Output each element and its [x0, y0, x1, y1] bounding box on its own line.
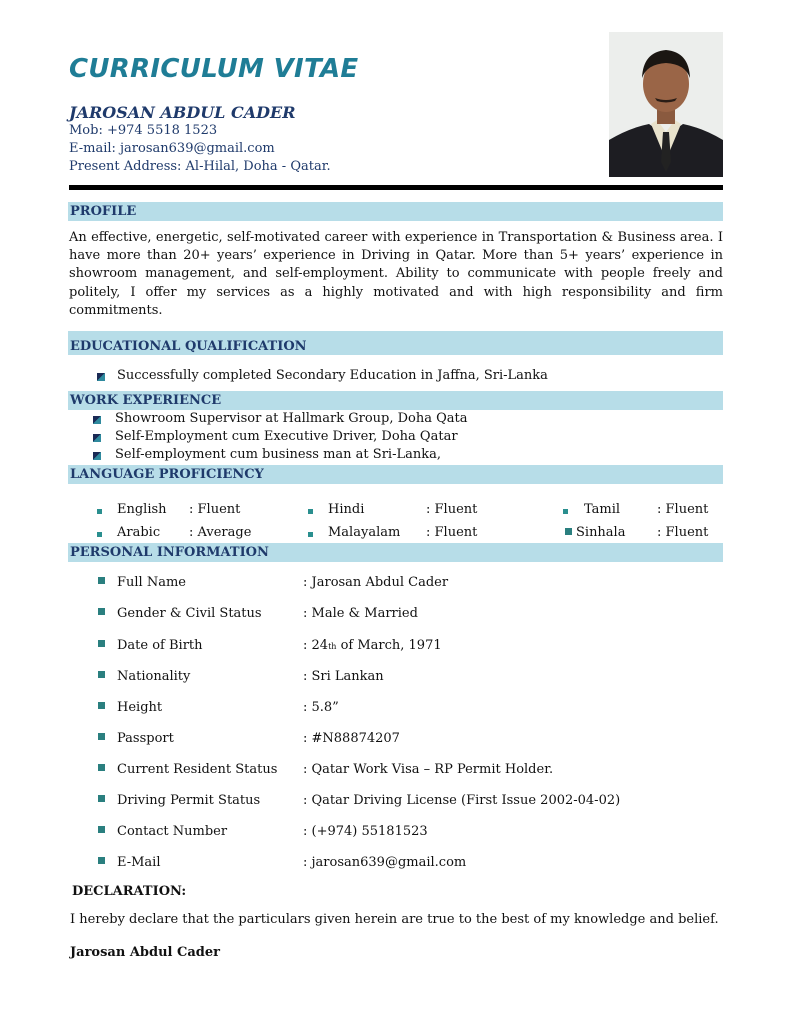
bullet-icon	[308, 509, 313, 514]
bullet-icon	[563, 509, 568, 514]
language-level: : Fluent	[426, 502, 478, 517]
dob-suffix: th	[328, 642, 337, 651]
language-heading: LANGUAGE PROFICIENCY	[68, 465, 723, 484]
bullet-icon	[98, 640, 105, 647]
bullet-icon	[308, 532, 313, 537]
bullet-icon	[98, 764, 105, 771]
bullet-icon	[98, 577, 105, 584]
cv-title: CURRICULUM VITAE	[69, 54, 359, 84]
bullet-icon	[98, 795, 105, 802]
email-address: E-mail: jarosan639@gmail.com	[69, 141, 275, 156]
personal-value: : Jarosan Abdul Cader	[303, 575, 449, 590]
personal-label: Gender & Civil Status	[117, 606, 262, 621]
personal-value: : (+974) 55181523	[303, 824, 428, 839]
profile-heading: PROFILE	[68, 202, 723, 221]
bullet-icon	[98, 671, 105, 678]
personal-label: Height	[117, 700, 163, 715]
bullet-icon	[93, 434, 101, 442]
declaration-text: I hereby declare that the particulars given herein are true to the best of my knowledge and belief.	[70, 912, 719, 927]
work-heading: WORK EXPERIENCE	[68, 391, 723, 410]
signature-name: Jarosan Abdul Cader	[70, 945, 220, 960]
language-name: Arabic	[117, 525, 161, 540]
language-level: : Fluent	[426, 525, 478, 540]
personal-label: Nationality	[117, 669, 191, 684]
dob-day: : 24	[303, 638, 329, 653]
bullet-icon	[97, 373, 105, 381]
language-name: Sinhala	[576, 525, 626, 540]
personal-value: : #N88874207	[303, 731, 400, 746]
bullet-icon	[98, 857, 105, 864]
language-name: Malayalam	[328, 525, 401, 540]
language-level: : Fluent	[657, 525, 709, 540]
language-level: : Fluent	[189, 502, 241, 517]
language-name: English	[117, 502, 167, 517]
personal-value: : Qatar Work Visa – RP Permit Holder.	[303, 762, 554, 777]
bullet-icon	[98, 733, 105, 740]
personal-value: : jarosan639@gmail.com	[303, 855, 467, 870]
personal-value: : Male & Married	[303, 606, 418, 621]
personal-label: Passport	[117, 731, 174, 746]
work-item: Showroom Supervisor at Hallmark Group, Doha Qata	[115, 411, 468, 426]
personal-value: : 5.8”	[303, 700, 339, 715]
header-divider	[69, 185, 723, 190]
bullet-icon	[93, 416, 101, 424]
bullet-icon	[93, 452, 101, 460]
personal-label: Current Resident Status	[117, 762, 278, 777]
language-level: : Fluent	[657, 502, 709, 517]
personal-label: Full Name	[117, 575, 186, 590]
profile-text: An effective, energetic, self-motivated career with experience in Transportation & Business area. I have more than 20+ years’ experience in Driving in Qatar. More than 5+ years’ experience in showroom management, and self-employment. Ability to communicate with people freely and politely, I offer my services as a highly motivated and with high responsibility and firm commitments.	[69, 230, 723, 318]
profile-photo	[609, 32, 723, 177]
personal-label: E-Mail	[117, 855, 161, 870]
present-address: Present Address: Al-Hilal, Doha - Qatar.	[69, 159, 331, 174]
bullet-icon	[565, 528, 572, 535]
personal-label: Contact Number	[117, 824, 228, 839]
language-name: Hindi	[328, 502, 365, 517]
education-heading: EDUCATIONAL QUALIFICATION	[68, 331, 723, 355]
language-name: Tamil	[584, 502, 621, 517]
personal-label: Driving Permit Status	[117, 793, 261, 808]
education-item: Successfully completed Secondary Education in Jaffna, Sri-Lanka	[117, 368, 548, 383]
language-level: : Average	[189, 525, 252, 540]
personal-value: : Sri Lankan	[303, 669, 384, 684]
mobile-number: Mob: +974 5518 1523	[69, 123, 218, 138]
declaration-heading: DECLARATION:	[72, 884, 187, 899]
bullet-icon	[97, 509, 102, 514]
personal-heading: PERSONAL INFORMATION	[68, 543, 723, 562]
work-item: Self-Employment cum Executive Driver, Doha Qatar	[115, 429, 458, 444]
applicant-name: JAROSAN ABDUL CADER	[69, 103, 296, 122]
personal-value: : Qatar Driving License (First Issue 2002-04-02)	[303, 793, 621, 808]
personal-value	[303, 638, 442, 653]
bullet-icon	[98, 608, 105, 615]
bullet-icon	[98, 826, 105, 833]
bullet-icon	[97, 532, 102, 537]
dob-rest: of March, 1971	[336, 638, 442, 653]
work-item: Self-employment cum business man at Sri-Lanka,	[115, 447, 441, 462]
bullet-icon	[98, 702, 105, 709]
personal-label: Date of Birth	[117, 638, 203, 653]
